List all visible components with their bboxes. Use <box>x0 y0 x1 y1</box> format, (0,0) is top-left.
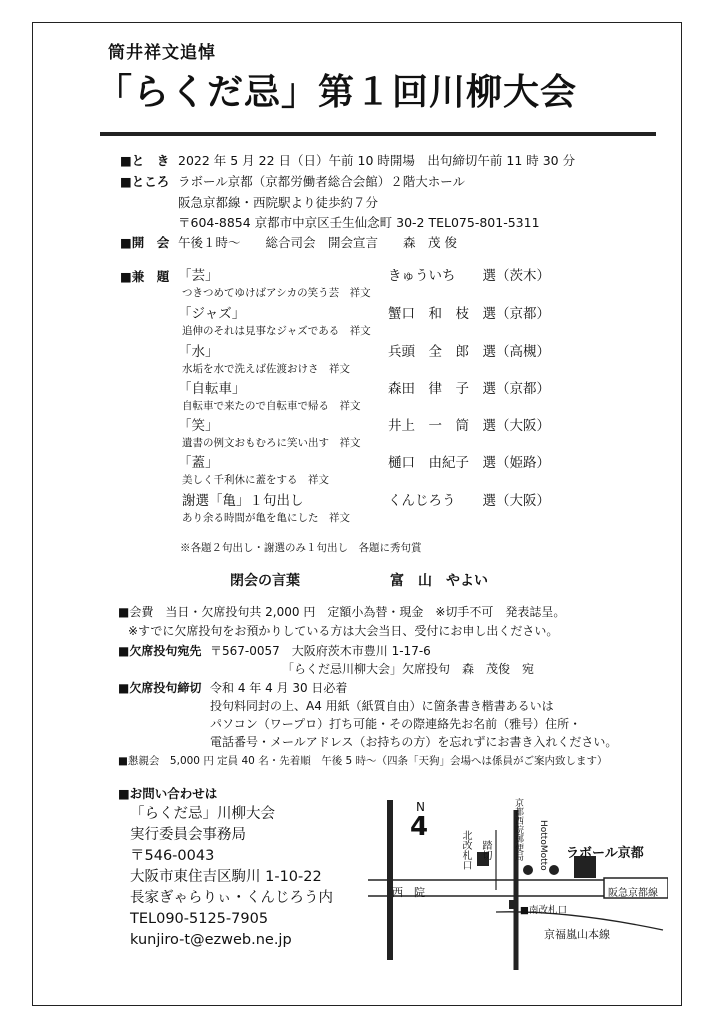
title-rule <box>100 132 656 136</box>
topic-senku: つきつめてゆけばアシカの笑う芸 祥文 <box>182 287 371 299</box>
closing-name: 富 山 やよい <box>390 573 488 589</box>
absent-address1: 〒567-0057 大阪府茨木市豊川 1-17-6 <box>210 644 431 658</box>
tokoro-label: ■ところ <box>120 174 170 189</box>
topic-judge: 樋口 由紀子 選（姫路） <box>388 455 550 471</box>
topic-senku: 追伸のそれは見事なジャズである 祥文 <box>182 325 371 337</box>
topic-judge: 森田 律 子 選（京都） <box>388 381 550 397</box>
topic-judge: 蟹口 和 枝 選（京都） <box>388 306 550 322</box>
contact-heading: ■お問い合わせは <box>118 786 218 801</box>
post-office-label: 京都西院郵便局 <box>513 798 523 861</box>
fumikiri-label: 踏切 <box>480 840 491 860</box>
topic-senku: 自転車で来たので自転車で帰る 祥文 <box>182 400 361 412</box>
absent-instruction-1: 投句料同封の上、A4 用紙（紙質自由）に箇条書き楷書あるいは <box>210 699 554 713</box>
absent-deadline-value: 令和 4 年 4 月 30 日必着 <box>210 681 348 695</box>
topic-senku: あり余る時間が亀を亀にした 祥文 <box>182 512 350 524</box>
tokoro-line2: 阪急京都線・西院駅より徒歩約７分 <box>178 195 379 210</box>
contact-email: kunjiro-t@ezweb.ne.jp <box>130 932 292 948</box>
fee-line1: ■会費 当日・欠席投句共 2,000 円 定額小為替・現金 ※切手不可 発表誌呈。 <box>118 605 566 619</box>
toki-value: 2022 年 5 月 22 日（日）午前 10 時開場 出句締切午前 11 時 30 分 <box>178 153 576 168</box>
topic-judge: きゅういち 選（茨木） <box>388 268 550 284</box>
kendai-label: ■兼 題 <box>120 269 170 284</box>
kaikai-label: ■開 会 <box>120 235 170 250</box>
contact-line: 長家ぎゃらりぃ・くんじろう内 <box>130 890 333 906</box>
post-office-marker <box>523 865 533 875</box>
absent-instruction-2: パソコン（ワープロ）打ち可能・その際連絡先お名前（雅号）住所・ <box>210 717 582 731</box>
contact-line: 「らくだ忌」川柳大会 <box>130 806 275 822</box>
absent-deadline-label: ■欠席投句締切 <box>118 681 202 695</box>
fee-line2: ※すでに欠席投句をお預かりしている方は大会当日、受付にお申し出ください。 <box>128 624 559 638</box>
toki-label: ■と き <box>120 153 170 168</box>
kitakaisatsu-label: 北改札口 <box>460 830 471 870</box>
topic-title: 謝選「亀」１句出し <box>182 493 304 509</box>
topic-title: 「自転車」 <box>178 381 246 397</box>
minami-kaisatsu-label: ■南改札口 <box>520 905 567 916</box>
absent-address-label: ■欠席投句宛先 <box>118 644 202 658</box>
contact-line: 〒546-0043 <box>130 848 215 864</box>
keifuku-line-label: 京福嵐山本線 <box>544 928 610 941</box>
north-label: N <box>416 800 425 814</box>
contact-line: 大阪市東住吉区駒川 1-10-22 <box>130 869 322 885</box>
tokoro-line1: ラボール京都（京都労働者総合会館）２階大ホール <box>178 174 466 189</box>
topic-title: 「水」 <box>178 344 219 360</box>
topic-judge: 兵頭 全 郎 選（高槻） <box>388 344 550 360</box>
topic-senku: 水垢を水で洗えば佐渡おけさ 祥文 <box>182 363 350 375</box>
hotto-motto-label: HottoMotto <box>538 820 548 871</box>
topic-title: 「ジャズ」 <box>178 306 246 322</box>
topic-senku: 美しく千利休に蓋をする 祥文 <box>182 474 329 486</box>
absent-address2: 「らくだ忌川柳大会」欠席投句 森 茂俊 宛 <box>282 662 535 676</box>
tokoro-line3: 〒604-8854 京都市中京区壬生仙念町 30-2 TEL075-801-5311 <box>178 215 540 230</box>
kakudai-note: ※各題２句出し・謝選のみ１句出し 各題に秀句賞 <box>180 542 422 554</box>
topic-senku: 遺書の例文おもむろに笑い出す 祥文 <box>182 437 361 449</box>
topic-title: 「蓋」 <box>178 455 219 471</box>
labor-kyoto-label: ラボール京都 <box>566 846 644 861</box>
south-gate-marker <box>509 900 518 909</box>
page-title: 「らくだ忌」第１回川柳大会 <box>96 71 578 113</box>
topic-judge: 井上 一 筒 選（大阪） <box>388 418 550 434</box>
topic-title: 「芸」 <box>178 268 219 284</box>
absent-instruction-3: 電話番号・メールアドレス（お持ちの方）を忘れずにお書き入れください。 <box>210 735 618 749</box>
contact-line: 実行委員会事務局 <box>130 827 246 843</box>
north-arrow-icon: 4 <box>410 812 429 842</box>
subtitle: 筒井祥文追悼 <box>108 43 216 63</box>
hotto-motto-marker <box>549 865 559 875</box>
contact-line: TEL090-5125-7905 <box>130 911 269 927</box>
topic-judge: くんじろう 選（大阪） <box>388 493 550 509</box>
closing-label: 閉会の言葉 <box>230 573 300 589</box>
saiin-street-label: 西 院 <box>392 886 425 899</box>
kaikai-value: 午後１時〜 総合司会 開会宣言 森 茂 俊 <box>178 235 457 250</box>
topic-title: 「笑」 <box>178 418 219 434</box>
hankyu-line-label: 阪急京都線 <box>608 888 658 899</box>
party-line: ■懇親会 5,000 円 定員 40 名・先着順 午後 5 時〜（四条「天狗」会場へは係員がご案内致します） <box>118 755 608 767</box>
